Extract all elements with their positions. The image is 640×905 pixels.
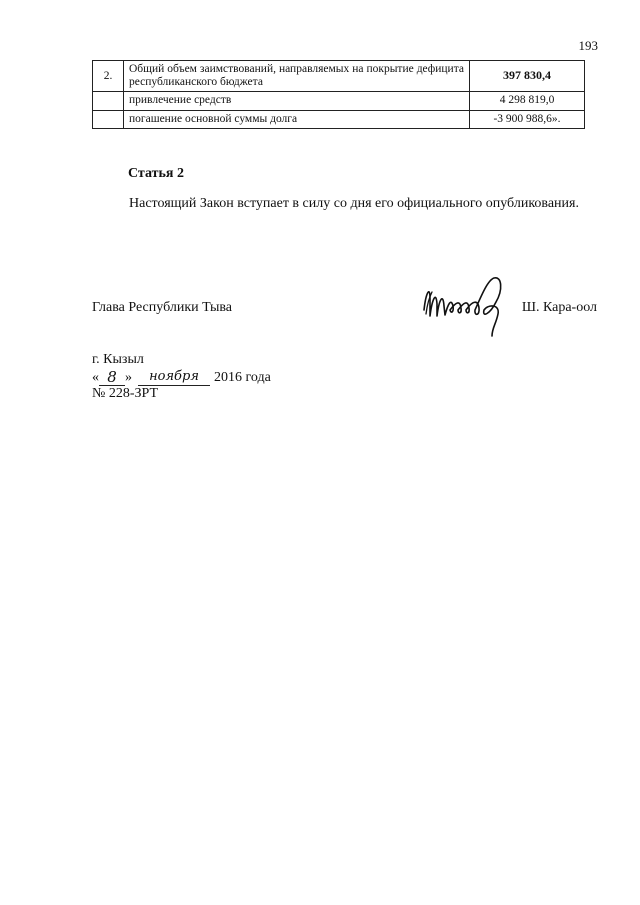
- page-number: 193: [578, 38, 598, 53]
- law-registration-number: № 228-ЗРТ: [92, 386, 159, 401]
- table-row: [93, 61, 585, 92]
- article-heading: Статья 2: [128, 166, 184, 181]
- date-year: 2016 года: [214, 370, 271, 385]
- date-day: 8: [99, 369, 125, 386]
- signing-date: [92, 369, 271, 386]
- article-text: Настоящий Закон вступает в силу со дня его официального опубликования.: [129, 196, 579, 211]
- date-open-quote: «: [92, 370, 99, 385]
- signatory-name: Ш. Кара-оол: [521, 300, 597, 315]
- row-value: -3 900 988,6».: [470, 110, 585, 128]
- row-description: Общий объем заимствований, направляемых на покрытие дефицита республиканского бюджета: [124, 61, 470, 92]
- borrowing-table: [92, 60, 585, 129]
- row-number: [93, 92, 124, 110]
- date-month: ноября: [138, 369, 210, 386]
- row-number: [93, 110, 124, 128]
- row-description: погашение основной суммы долга: [124, 110, 470, 128]
- table-row: [93, 92, 585, 110]
- signing-place: г. Кызыл: [92, 352, 144, 367]
- row-value: 4 298 819,0: [470, 92, 585, 110]
- signatory-title: Глава Республики Тыва: [92, 300, 233, 315]
- row-description: привлечение средств: [124, 92, 470, 110]
- date-close-quote: »: [125, 370, 132, 385]
- row-value: 397 830,4: [470, 61, 585, 92]
- row-number: 2.: [93, 61, 124, 92]
- table-row: [93, 110, 585, 128]
- handwritten-signature: [418, 270, 510, 340]
